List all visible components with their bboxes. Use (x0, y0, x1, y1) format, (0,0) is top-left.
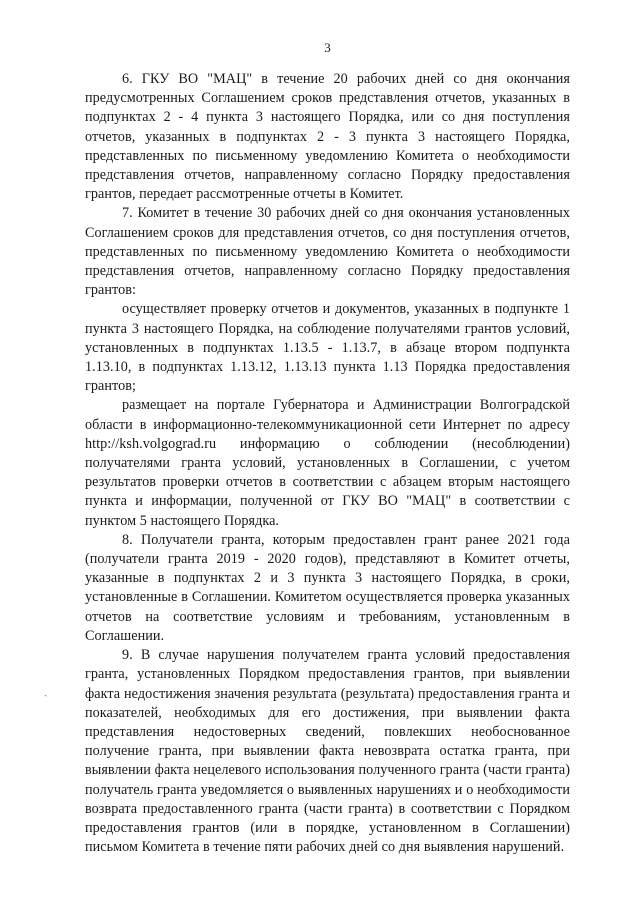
paragraph-7-publish: размещает на портале Губернатора и Администрации Волгоградской области в информационно-телекоммуникационной сети Интернет по адресу http://ksh.volgograd.ru информацию о соблюдении (несоблюдении) получателями гранта условий, установленных в Соглашении, с учетом результатов проверки отчетов в соответствии с абзацем вторым настоящего пункта и информации, полученной от ГКУ ВО "МАЦ" в соответствии с пунктом 5 настоящего Порядка. (85, 397, 570, 529)
paragraph-8: 8. Получатели гранта, которым предоставлен грант ранее 2021 года (получатели гранта 2019 - 2020 годов), представляют в Комитет отчеты, указанные в подпунктах 2 и 3 пункта 3 настоящего Порядка, в сроки, установленные в Соглашении. Комитетом осуществляется проверка указанных отчетов на соответствие условиям и требованиям, установленным в Соглашении. (85, 531, 570, 644)
margin-tick-mark: ˏ (44, 686, 48, 697)
paragraph-7: 7. Комитет в течение 30 рабочих дней со дня окончания установленных Соглашением сроков для представления отчетов, со дня поступления отчетов, представленных по письменному уведомлению Комитета о необходимости представления отчетов, направленному согласно Порядку предоставления грантов: (85, 205, 570, 299)
paragraph-7-check: осуществляет проверку отчетов и документов, указанных в подпункте 1 пункта 3 настоящего Порядка, на соблюдение получателями грантов условий, установленных в подпунктах 1.13.5 - 1.13.7, в абзаце втором подпункта 1.13.10, в подпунктах 1.13.12, 1.13.13 пункта 1.13 Порядка предоставления грантов; (85, 301, 570, 395)
page-number: 3 (324, 40, 331, 55)
paragraph-9: 9. В случае нарушения получателем гранта условий предоставления гранта, установленных Порядком предоставления грантов, при выявлении факта недостижения значения результата (результата) предоставления гранта и показателей, необходимых для его достижения, при выявлении факта представления недостоверных сведений, повлекших необоснованное получение гранта, при выявлении факта невозврата остатка гранта, при выявлении факта нецелевого использования полученного гранта (части гранта) получатель гранта уведомляется о выявленных нарушениях и о необходимости возврата предоставленного гранта (части гранта) в соответствии с Порядком предоставления грантов (или в порядке, установленном в Соглашении) письмом Комитета в течение пяти рабочих дней со дня выявления нарушений. (85, 647, 570, 856)
paragraph-6: 6. ГКУ ВО "МАЦ" в течение 20 рабочих дней со дня окончания предусмотренных Соглашением сроков представления отчетов, указанных в подпунктах 2 - 4 пункта 3 настоящего Порядка, или со дня поступления отчетов, указанных в подпунктах 2 - 3 пункта 3 настоящего Порядка, представленных по письменному уведомлению Комитета о необходимости представления отчетов, направленному согласно Порядку предоставления грантов, передает рассмотренные отчеты в Комитет. (85, 71, 570, 203)
